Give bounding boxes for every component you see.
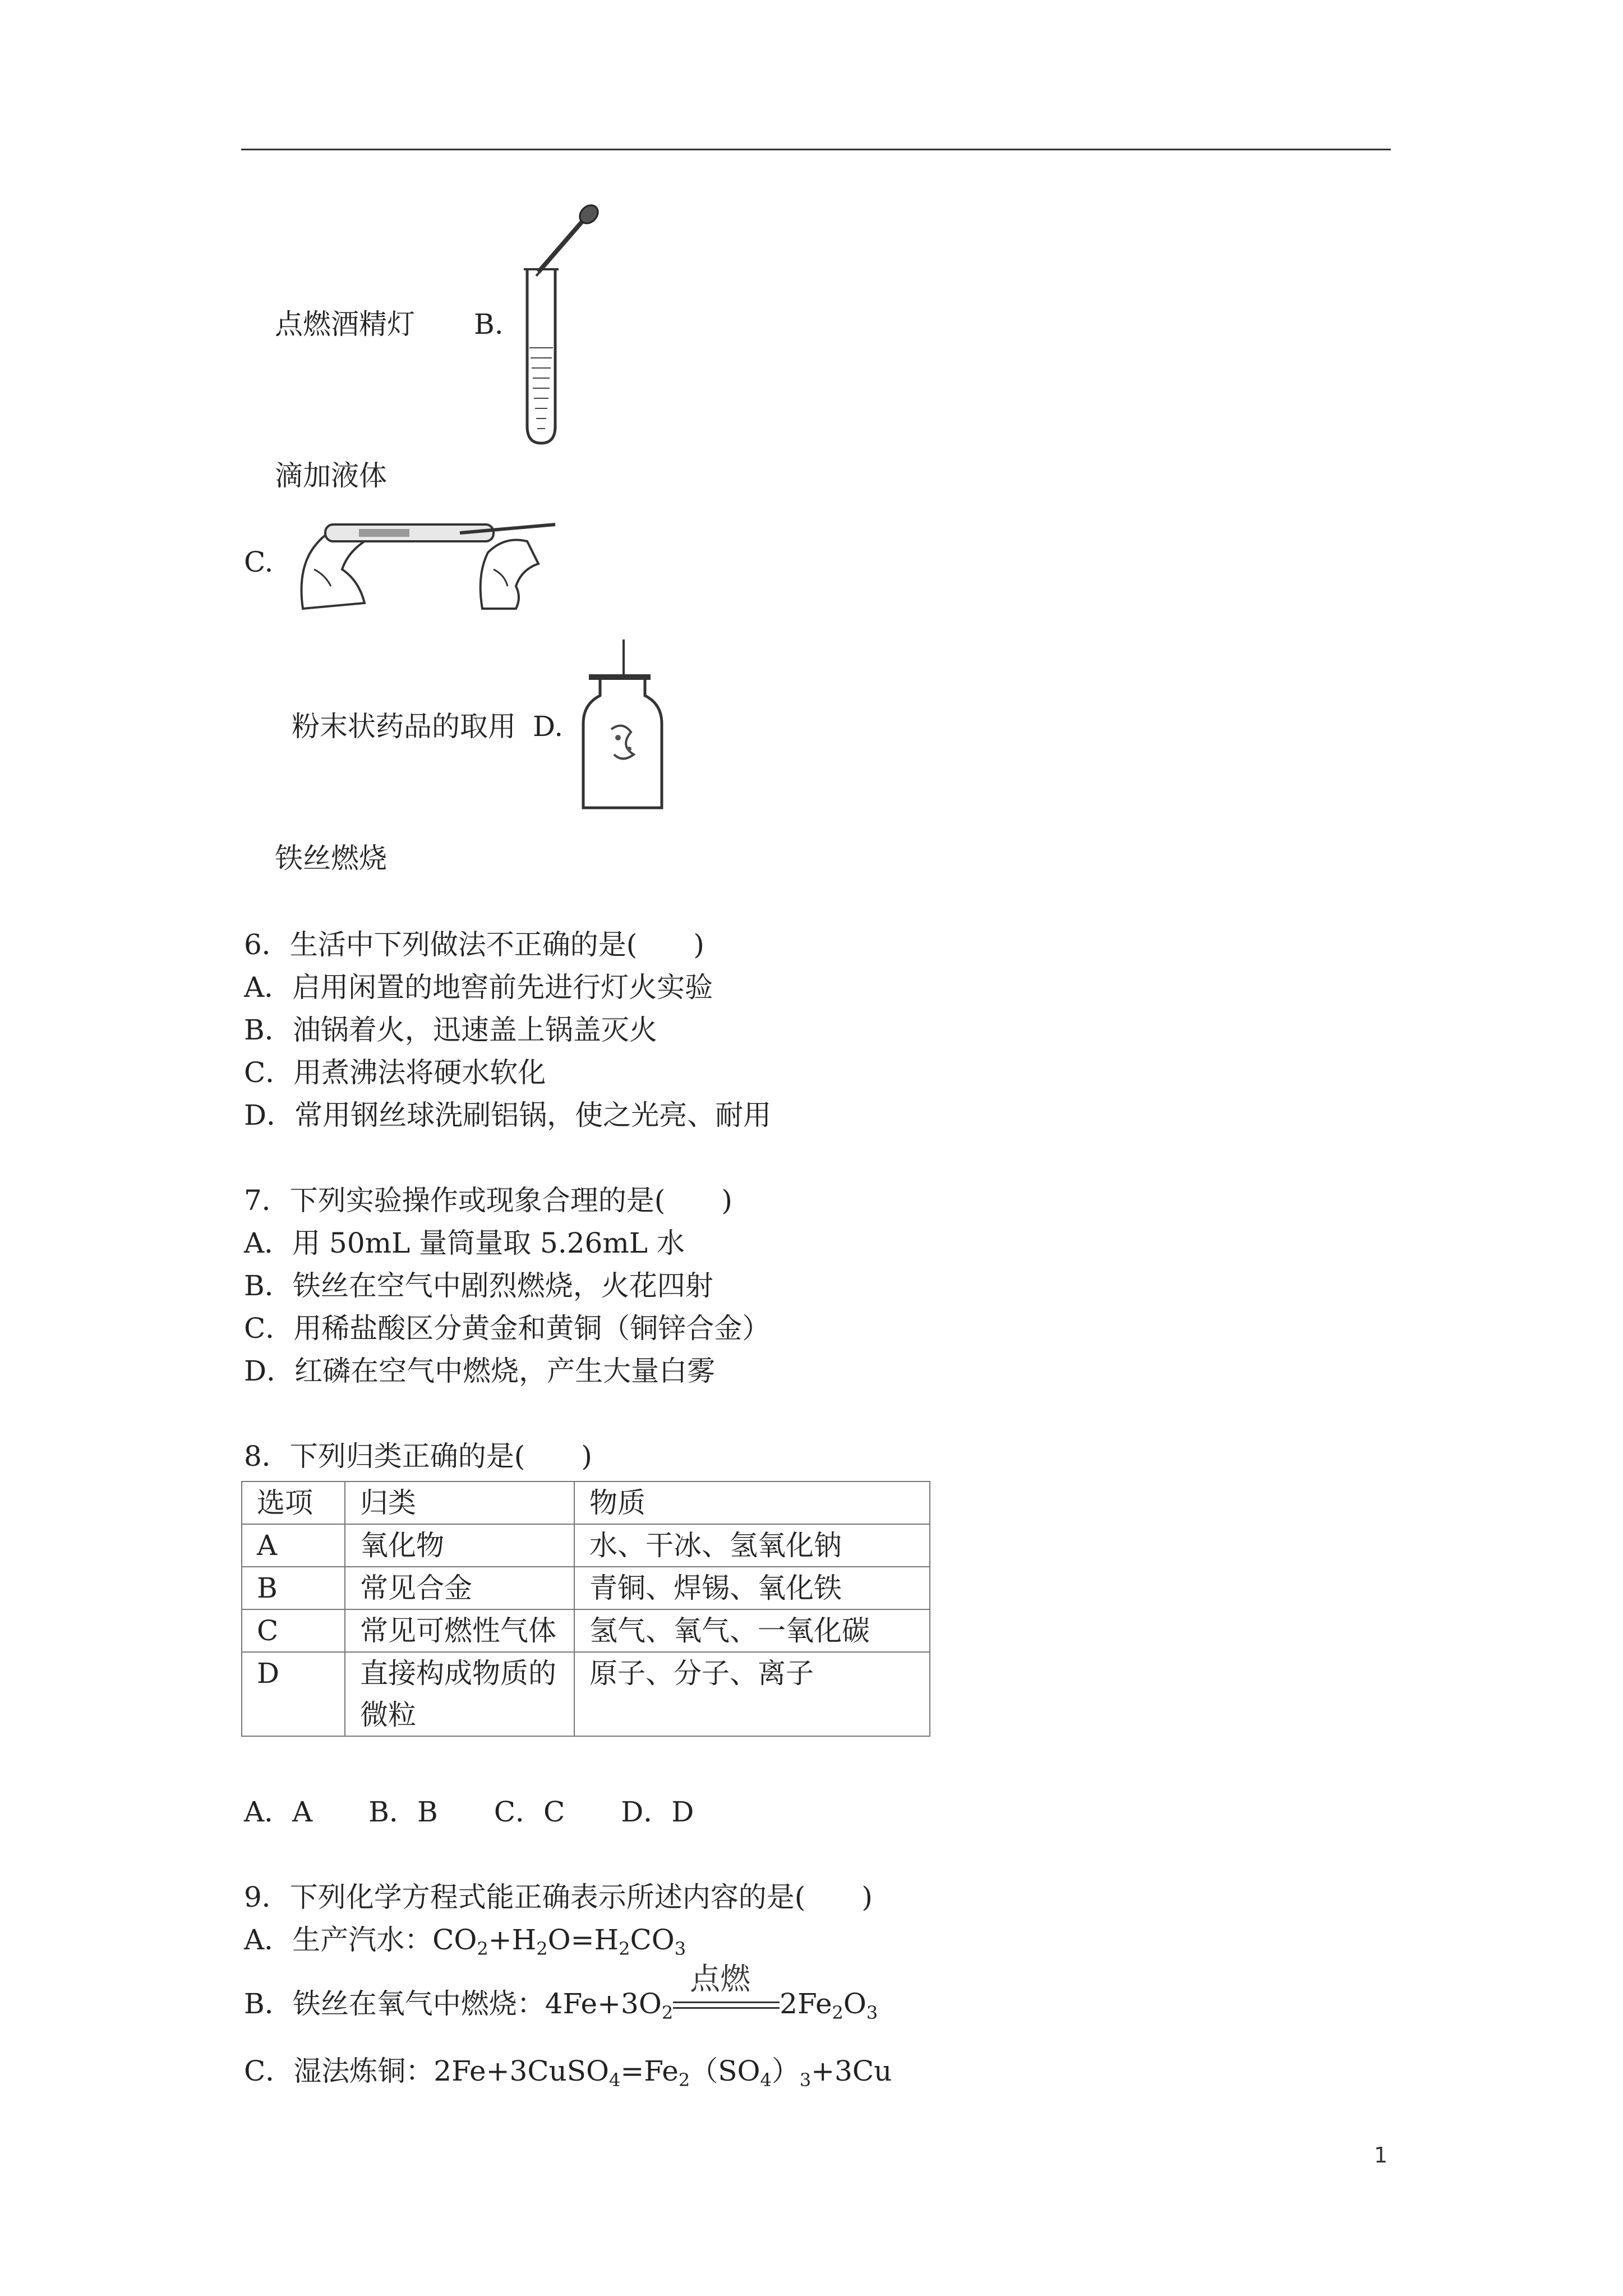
option-d-caption: 铁丝燃烧 [275, 842, 387, 875]
q6-option-b: B．油锅着火，迅速盖上锅盖灭火 [244, 1014, 657, 1046]
q9-option-c-equation: $2Fe+3CuSO_4=Fe_2(SO_4)_3+3Cu$ [434, 2055, 892, 2091]
q7-option-d: D．红磷在空气中燃烧，产生大量白雾 [244, 1355, 716, 1387]
table-header-cell: 选项 [242, 1481, 345, 1524]
q6-option-a: A．启用闲置的地窖前先进行灯火实验 [244, 971, 713, 1004]
classification-table [241, 1481, 930, 1737]
table-cell: C [242, 1609, 345, 1652]
header-rule [241, 149, 1391, 150]
reaction-condition-arrow [673, 1961, 780, 2017]
table-header-row [242, 1481, 930, 1524]
reaction-condition-label: 点燃 [690, 1961, 751, 1996]
option-c-caption: 粉末状药品的取用 [292, 710, 516, 743]
q8-answer-choices: A．A B．B C．C D．D [244, 1796, 694, 1828]
page-number: 1 [1374, 2143, 1388, 2168]
table-cell: 水、干冰、氢氧化钠 [574, 1524, 930, 1567]
table-row [242, 1524, 930, 1567]
option-c-marker: C. [244, 546, 274, 578]
table-cell: 氧化物 [345, 1524, 574, 1567]
q6-option-c: C．用煮沸法将硬水软化 [244, 1056, 546, 1089]
q6-option-d: D．常用钢丝球洗刷铝锅，使之光亮、耐用 [244, 1099, 772, 1131]
q7-option-c: C．用稀盐酸区分黄金和黄铜（铜锌合金） [244, 1312, 771, 1345]
q7-stem: 7．下列实验操作或现象合理的是( ) [244, 1184, 732, 1217]
q9-stem: 9．下列化学方程式能正确表示所述内容的是( ) [244, 1881, 873, 1913]
q8-stem: 8．下列归类正确的是( ) [244, 1440, 592, 1473]
table-header-cell: 归类 [345, 1481, 574, 1524]
q9-option-c-label: C．湿法炼铜： [244, 2055, 434, 2087]
table-header-cell: 物质 [574, 1481, 930, 1524]
q9-option-b-label: B．铁丝在氧气中燃烧： [244, 1987, 545, 2020]
option-d-marker: D. [533, 710, 564, 743]
q9-option-c [244, 2054, 892, 2091]
q9-option-a-label: A．生产汽水： [244, 1924, 433, 1956]
table-cell: 青铜、焊锡、氧化铁 [574, 1567, 930, 1609]
hands-holding-test-tube-illustration [292, 502, 561, 614]
iron-wire-in-bottle-illustration [578, 639, 690, 819]
test-tube-dropper-illustration [516, 202, 606, 449]
option-b-marker: B. [474, 308, 504, 341]
q9-option-a [244, 1923, 686, 1957]
q9-option-b [244, 1961, 878, 2023]
table-row [242, 1567, 930, 1609]
table-cell: D [242, 1652, 345, 1736]
option-b-caption: 滴加液体 [275, 459, 387, 492]
table-cell: B [242, 1567, 345, 1609]
table-row [242, 1609, 930, 1652]
q7-option-b: B．铁丝在空气中剧烈燃烧，火花四射 [244, 1269, 713, 1302]
table-cell: 氢气、氧气、一氧化碳 [574, 1609, 930, 1652]
option-a-caption: 点燃酒精灯 [275, 308, 415, 341]
table-cell: 常见合金 [345, 1567, 574, 1609]
table-cell: 原子、分子、离子 [574, 1652, 930, 1736]
table-row [242, 1652, 930, 1736]
table-cell: 常见可燃性气体 [345, 1609, 574, 1652]
q9-option-a-equation: $CO_2+H_2O=H_2CO_3$ [432, 1924, 686, 1959]
table-cell: A [242, 1524, 345, 1567]
q6-stem: 6．生活中下列做法不正确的是( ) [244, 928, 704, 961]
q9-option-b-equation: $4Fe+3O_2$ 点燃 $2Fe_2O_3$ [545, 1961, 878, 2023]
table-cell: 直接构成物质的微粒 [345, 1652, 574, 1736]
q7-option-a: A．用 50mL 量筒量取 5.26mL 水 [244, 1227, 685, 1259]
